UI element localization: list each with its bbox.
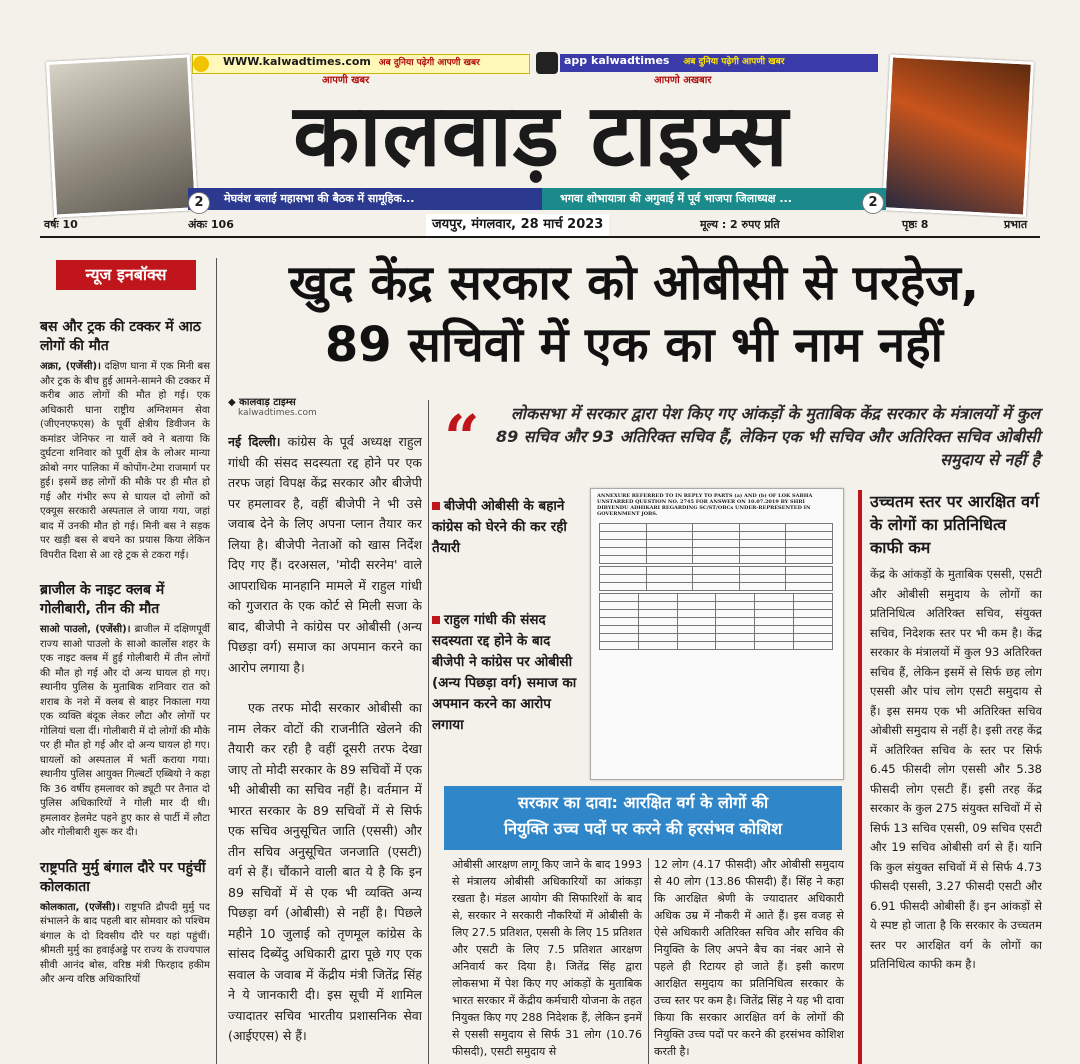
story-body <box>40 360 210 563</box>
document-table <box>599 566 833 591</box>
story-headline[interactable]: राष्ट्रपति मुर्मु बंगाल दौरे पर पहुंचीं कोलकाता <box>40 859 206 895</box>
main-para-2: एक तरफ मोदी सरकार ओबीसी का नाम लेकर वोटों की राजनीति खेलने की तैयारी कर रही है वहीं दूसरी तरफ देखा जाए तो मोदी सरकार के 89 सचिवों में एक भी ओबीसी का सचिव नहीं है। वर्तमान में भारत सरकार के 89 सचिवों में से सिर्फ एक सचिव अनुसूचित जाति (एससी) और तीन सचिव अनुसूचित जनजाति (एसटी) वर्ग से हैं। चौंकाने वाली बात ये है कि इन 89 सचिवों में से एक भी व्यक्ति अन्य पिछड़ा वर्ग (ओबीसी) से नहीं है। पिछले महीने 10 जुलाई को तृणमूल कांग्रेस के सांसद दिब्येंदु अधिकारी द्वारा पूछे गए एक सवाल के जवाब में केंद्रीय मंत्री जितेंद्र सिंह ने ये जानकारी दी। इस सूची में शामिल ज्यादातर सचिव भारतीय प्रशासनिक सेवा (आईएएस) से हैं। <box>228 700 422 1043</box>
masthead-photo-left <box>46 54 198 217</box>
story-dateline: अक्रा, (एजेंसी)। <box>40 361 101 372</box>
newspaper-title: कालवाड़ टाइम्स <box>293 85 789 186</box>
highlight-text: राहुल गांधी की संसद सदस्यता रद्द होने के बाद बीजेपी ने कांग्रेस पर ओबीसी (अन्य पिछड़ा वर्ग) समाज का अपमान करने का आरोप लगाया <box>432 612 577 733</box>
quote-icon: “ <box>444 401 480 474</box>
claim-body-col-1: ओबीसी आरक्षण लागू किए जाने के बाद 1993 से मंत्रालय ओबीसी अधिकारियों का आंकड़ा रखता है। मंडल आयोग की सिफारिशों के बाद से, सरकार ने सरकारी नौकरियों में ओबीसी के लिए 27.5 प्रतिशत, एससी के लिए 15 प्रतिशत और एसटी के लिए 7.5 प्रतिशत आरक्षण अनिवार्य कर दिया है। जितेंद्र सिंह द्वारा लोकसभा में पेश किए गए आंकड़ों के मुताबिक भारत सरकार में केंद्रीय कर्मचारी योजना के तहत नियुक्त किए गए 288 निदेशक हैं, लेकिन इनमें से एससी समुदाय से सिर्फ 31 लोग (10.76 फीसदी), एसटी समुदाय से <box>452 858 642 1058</box>
story-text: दक्षिण घाना में एक मिनी बस और ट्रक के बीच हुई आमने-सामने की टक्कर में करीब आठ लोगों की मौत हो गई। एक अधिकारी घाना राष्ट्रीय अग्निशमन सेवा (जीएनएफएस) के पूर्वी क्षेत्रीय डिवीजन के कमांडर जेनिफर ना यार्ले क्वे ने बताया कि दुर्घटना शनिवार को पूर्वी क्षेत्र के लोअर मान्या क्रोबो नगर पालिका में कोपोंग-टेमा राजमार्ग पर हुई। इसमें छह लोगों की मौके पर ही मौत हो गई और गंभीर रूप से घायल दो लोगों को एक्यूस सरकारी अस्पताल ले जाया गया, जहां बाद में उनकी मौत हो गई। मिनी बस ने सड़क पर खड़ी बस से बचने का प्रयास किया लेकिन विपरीत दिशा से आ रहे ट्रक से टकरा गई। <box>40 361 210 561</box>
website-bar[interactable] <box>192 54 530 74</box>
claim-heading-line-2: नियुक्ति उच्च पदों पर करने की हरसंभव कोशिश <box>504 819 782 838</box>
story-headline[interactable]: ब्राजील के नाइट क्लब में गोलीबारी, तीन की मौत <box>40 582 165 617</box>
column-divider <box>648 858 649 1064</box>
app-bar[interactable] <box>560 54 878 72</box>
red-accent-bar <box>858 490 862 1064</box>
headline-line-1: खुद केंद्र सरकार को ओबीसी से परहेज, <box>288 255 980 311</box>
headline-line-2: 89 सचिवों में एक का भी नाम नहीं <box>324 317 944 373</box>
claim-box-heading <box>444 786 842 850</box>
main-story-body <box>228 432 422 1064</box>
story-dateline: कोलकाता, (एजेंसी)। <box>40 901 120 913</box>
byline-name: कालवाड़ टाइम्स <box>239 397 296 408</box>
story-text: राष्ट्रपति द्रौपदी मुर्मु पद संभालने के बाद पहली बार सोमवार को पश्चिम बंगाल के दो दिवसीय दौरे पर यहां पहुंचीं। श्रीमती मुर्मु का हवाईअड्डे पर राज्य के राज्यपाल सीवी आनंद बोस, वरिष्ठ मंत्री फिरहाद हकीम और अन्य वरिष्ठ अधिकारियों <box>40 901 210 985</box>
website-tagline: अब दुनिया पढ़ेगी आपणी खबर <box>378 58 480 68</box>
claim-heading-line-1: सरकार का दावा: आरक्षित वर्ग के लोगों की <box>517 793 769 812</box>
masthead-photo-right <box>882 54 1034 217</box>
price: मूल्य : 2 रुपए प्रति <box>700 218 780 231</box>
issue-number: अंकः 106 <box>188 218 234 231</box>
sidebar-body: केंद्र के आंकड़ों के मुताबिक एससी, एसटी और ओबीसी समुदाय के लोगों का प्रतिनिधित्व अतिरिक्त सचिव, संयुक्त सचिव, निदेशक स्तर पर भी कम है। केंद्र सरकार के मंत्रालयों में कुल 93 अतिरिक्त सचिव हैं, लेकिन इसमें से सिर्फ छह लोग एससी और पांच लोग एसटी समुदाय से हैं। इस समय एक भी अतिरिक्त सचिव ओबीसी समुदाय से नहीं है। इसी तरह केंद्र में अतिरिक्त सचिव के स्तर पर सिर्फ 6.45 फीसदी लोग एससी और 5.38 फीसदी लोग एसटी हैं। इसी तरह केंद्र सरकार के कुल 275 संयुक्त सचिवों में से सिर्फ 13 सचिव एससी, 09 सचिव एसटी और 19 सचिव ओबीसी वर्ग से हैं। यानि कि कुल संयुक्त सचिवों में से सिर्फ 4.73 फीसदी एससी, 3.27 फीसदी एसटी और 6.91 फीसदी ओबीसी हैं। इन आंकड़ों से ये स्पष्ट हो जाता है कि सरकार के उच्चतम स्तर पर आरक्षित वर्ग के लोगों का प्रतिनिधित्व काफी कम है। <box>870 567 1042 971</box>
sidebar-headline[interactable]: उच्चतम स्तर पर आरक्षित वर्ग के लोगों का प्रतिनिधित्व काफी कम <box>870 492 1039 557</box>
app-name[interactable]: app kalwadtimes <box>564 54 670 67</box>
ticker-right-page: 2 <box>862 192 884 214</box>
annexure-document-image <box>590 488 844 780</box>
story-text: ब्राजील में दक्षिणपूर्वी राज्य साओ पाउलो के साओ कार्लोस शहर के एक नाइट क्लब में हुई गोलीबारी में तीन लोगों की मौत हो गई और दो अन्य घायल हो गए। स्थानीय पुलिस के मुताबिक शनिवार रात को शराब के नशे में क्लब से बाहर निकाला गया एक व्यक्ति बंदूक लेकर लौटा और लोगों पर गोलियां चला दीं। गोलीबारी में दो लोगों की मौके पर ही मौत हो गई और दो अन्य घायल हो गए। घायलों को अस्पताल में भर्ती कराया गया। स्थानीय पुलिस आयुक्त गिल्बर्टो एब्बियो ने कहा कि 36 वर्षीय हमलावर को ड्यूटी पर तैनात दो पुलिस अधिकारियों ने गोली मार दी थी। हमलावर हेलमेट पहने हुए कार से पार्टी में लौटा और गोलीबारी शुरू कर दी। <box>40 624 210 838</box>
highlight-2 <box>432 610 582 736</box>
document-title: ANNEXURE REFERRED TO IN REPLY TO PARTS (a) AND (b) OF LOK SABHA UNSTARRED QUESTION NO. 2745 FOR ANSWER ON 10.07.2019 BY SHRI DIBYENDU ADHIKARI REGARDING SC/ST/OBCs UNDER-REPRESENTED IN GOVERNMENT JOBS. <box>597 493 813 517</box>
news-inbox-column <box>40 300 210 991</box>
sidebar-story <box>870 490 1042 1035</box>
document-table <box>599 593 833 650</box>
edition: प्रभात <box>1004 218 1028 231</box>
highlight-text: बीजेपी ओबीसी के बहाने कांग्रेस को घेरने की कर रही तैयारी <box>432 498 567 556</box>
ticker-left-page: 2 <box>188 192 210 214</box>
main-dateline: नई दिल्ली। <box>228 434 281 449</box>
story-dateline: साओ पाउलो, (एजेंसी)। <box>40 624 131 635</box>
issue-date: जयपुर, मंगलवार, 28 मार्च 2023 <box>426 214 609 236</box>
column-divider <box>428 400 429 1064</box>
highlight-1 <box>432 496 582 559</box>
ticker-left[interactable]: मेघवंश बलाई महासभा की बैठक में सामूहिक... <box>188 188 542 210</box>
pointing-hand-icon <box>193 56 209 72</box>
story-body <box>40 623 210 841</box>
year: वर्षः 10 <box>44 218 78 231</box>
story-headline[interactable]: बस और ट्रक की टक्कर में आठ लोगों की मौत <box>40 319 201 354</box>
claim-body-col-2: 12 लोग (4.17 फीसदी) और ओबीसी समुदाय से 40 लोग (13.86 फीसदी) हैं। सिंह ने कहा कि आरक्षित श्रेणी के ज्यादातर अधिकारी अधिक उम्र में नौकरी में आते हैं। इस वजह से ऐसे अधिकारी अतिरिक्त सचिव और सचिव की नियुक्ति के लिए अपने बैच का नंबर आने से पहले ही रिटायर हो जाते हैं। इसी कारण आरक्षित समुदाय का प्रतिनिधित्व सरकार के उच्च स्तर पर कम है। जितेंद्र सिंह ने यह भी दावा किया कि सरकार आरक्षित वर्ग के लोगों की नियुक्ति उच्च पदों पर करने की हरसंभव कोशिश करती है। <box>654 858 844 1058</box>
masthead-subtitle-right: आपणो अखबार <box>654 75 712 86</box>
main-para-1: कांग्रेस के पूर्व अध्यक्ष राहुल गांधी की संसद सदस्यता रद्द होने पर एक तरफ जहां विपक्ष केंद्र सरकार और बीजेपी पर हमलावर है, वहीं बीजेपी ने भी उसे जवाब देने के लिए अपना प्लान तैयार कर लिया है। बीजेपी नेताओं को खास निर्देश दिए गए हैं। दरअसल, 'मोदी सरनेम' वाले आपराधिक मानहानि मामले में राहुल गांधी को गुजरात के एक कोर्ट से मिली सजा के बाद, बीजेपी ने कांग्रेस पर ओबीसी (अन्य पिछड़ा वर्ग) समाज का अपमान करने का आरोप लगाया है। <box>228 434 422 675</box>
app-store-icon <box>536 52 558 74</box>
story-deck: लोकसभा में सरकार द्वारा पेश किए गए आंकड़ों के मुताबिक केंद्र सरकार के मंत्रालयों में कुल 89 सचिव और 93 अतिरिक्त सचिव हैं, लेकिन एक भी सचिव और अतिरिक्त सचिव ओबीसी समुदाय से नहीं है <box>495 404 1040 469</box>
story-body <box>40 901 210 991</box>
page-count: पृष्ठः 8 <box>902 218 929 231</box>
byline-web: kalwadtimes.com <box>238 408 317 418</box>
issue-info-bar <box>40 214 1040 238</box>
column-divider <box>216 258 217 1064</box>
news-inbox-tag: न्यूज इनबॉक्स <box>56 260 196 290</box>
main-headline[interactable] <box>228 252 1040 376</box>
document-table <box>599 523 833 564</box>
bullet-square-icon <box>432 502 440 510</box>
masthead-subtitle-left: आपणी खबर <box>322 75 370 86</box>
website-url[interactable]: WWW.kalwadtimes.com <box>223 55 371 68</box>
ticker-right[interactable]: भगवा शोभायात्रा की अगुवाई में पूर्व भाजपा जिलाध्यक्ष ... <box>542 188 886 210</box>
bullet-square-icon <box>432 616 440 624</box>
byline: ◆ कालवाड़ टाइम्स kalwadtimes.com <box>228 394 428 418</box>
app-tagline: अब दुनिया पढ़ेगी आपणी खबर <box>683 57 785 67</box>
